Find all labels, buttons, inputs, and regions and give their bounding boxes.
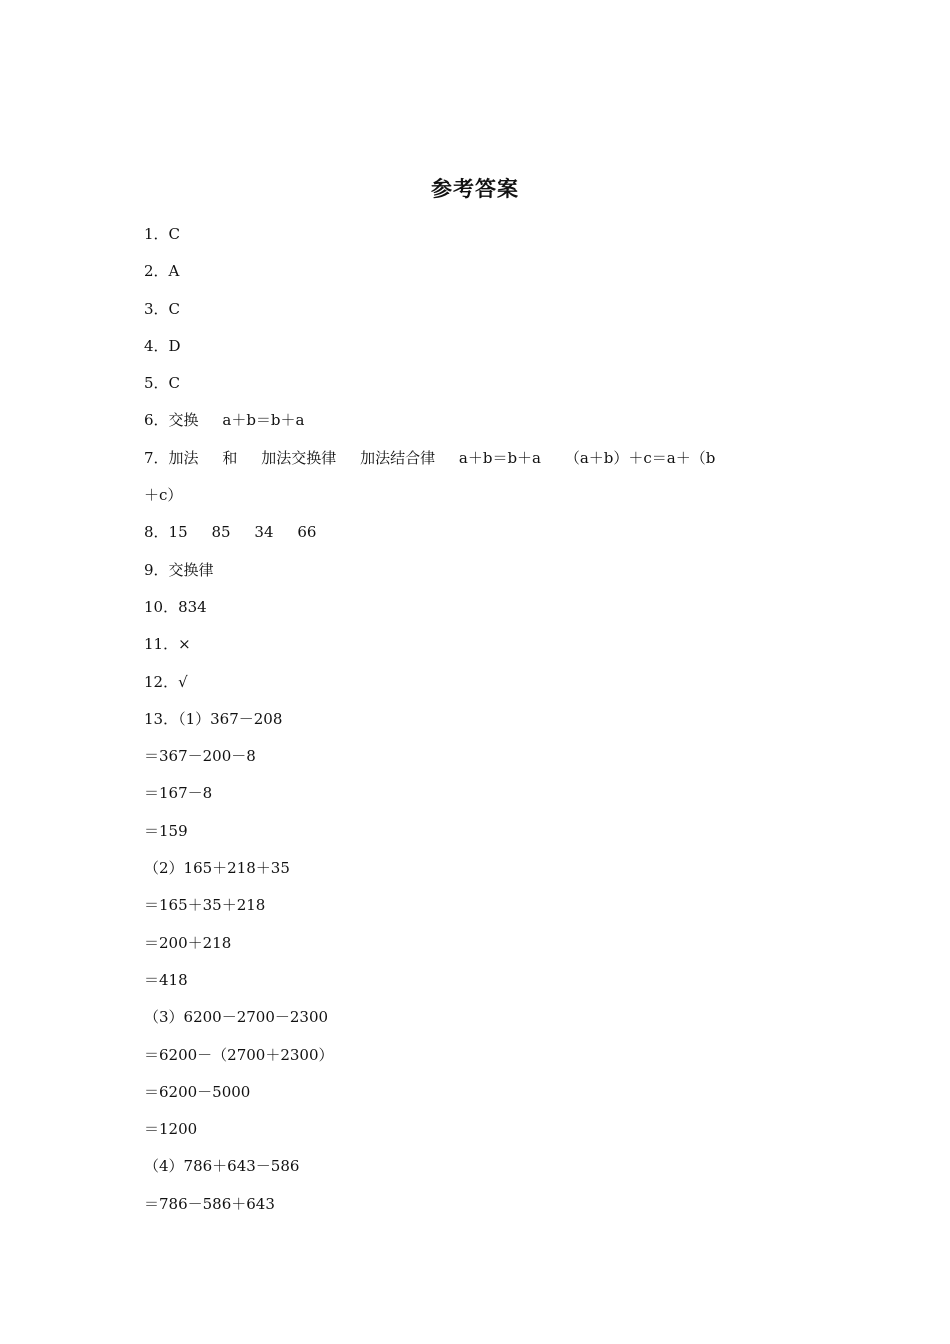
answer-list: [144, 220, 814, 1227]
answer-line: 6．交换 a＋b＝b＋a: [144, 411, 305, 430]
answer-line: 1．C: [144, 225, 181, 243]
calculation-step: （2）165＋218＋35: [144, 859, 290, 878]
calculation-step: ＝159: [144, 821, 188, 840]
page-title: 参考答案: [431, 176, 519, 201]
answer-line: 11．×: [144, 635, 191, 654]
answer-line: 12．√: [144, 672, 188, 691]
calculation-step: ＝1200: [144, 1120, 198, 1139]
calculation-step: （3）6200－2700－2300: [144, 1008, 329, 1027]
calculation-step: ＝418: [144, 970, 188, 989]
calculation-step: ＝367－200－8: [144, 747, 256, 766]
calculation-step: ＝6200－5000: [144, 1082, 251, 1101]
calculation-step: ＝167－8: [144, 784, 213, 803]
answer-line: 3．C: [144, 299, 181, 318]
calculation-step: ＝6200－（2700＋2300）: [144, 1045, 334, 1064]
calculation-step: ＝165＋35＋218: [144, 896, 266, 915]
answer-line: 9．交换律: [144, 560, 214, 579]
answer-line-continuation: ＋c）: [144, 486, 183, 505]
answer-line: 5．C: [144, 374, 181, 393]
calculation-step: ＝200＋218: [144, 933, 232, 952]
calculation-step: （4）786＋643－586: [144, 1157, 300, 1176]
answer-line: 4．D: [144, 336, 181, 355]
answer-line: 7．加法 和 加法交换律 加法结合律 a＋b＝b＋a （a＋b）＋c＝a＋（b: [144, 448, 716, 467]
answer-line: 10．834: [144, 597, 207, 616]
answer-line: 2．A: [144, 262, 180, 281]
calculation-step: ＝786－586＋643: [144, 1194, 275, 1213]
answer-line: 8．15 85 34 66: [144, 523, 317, 542]
answer-line: 13．（1）367－208: [144, 709, 283, 728]
